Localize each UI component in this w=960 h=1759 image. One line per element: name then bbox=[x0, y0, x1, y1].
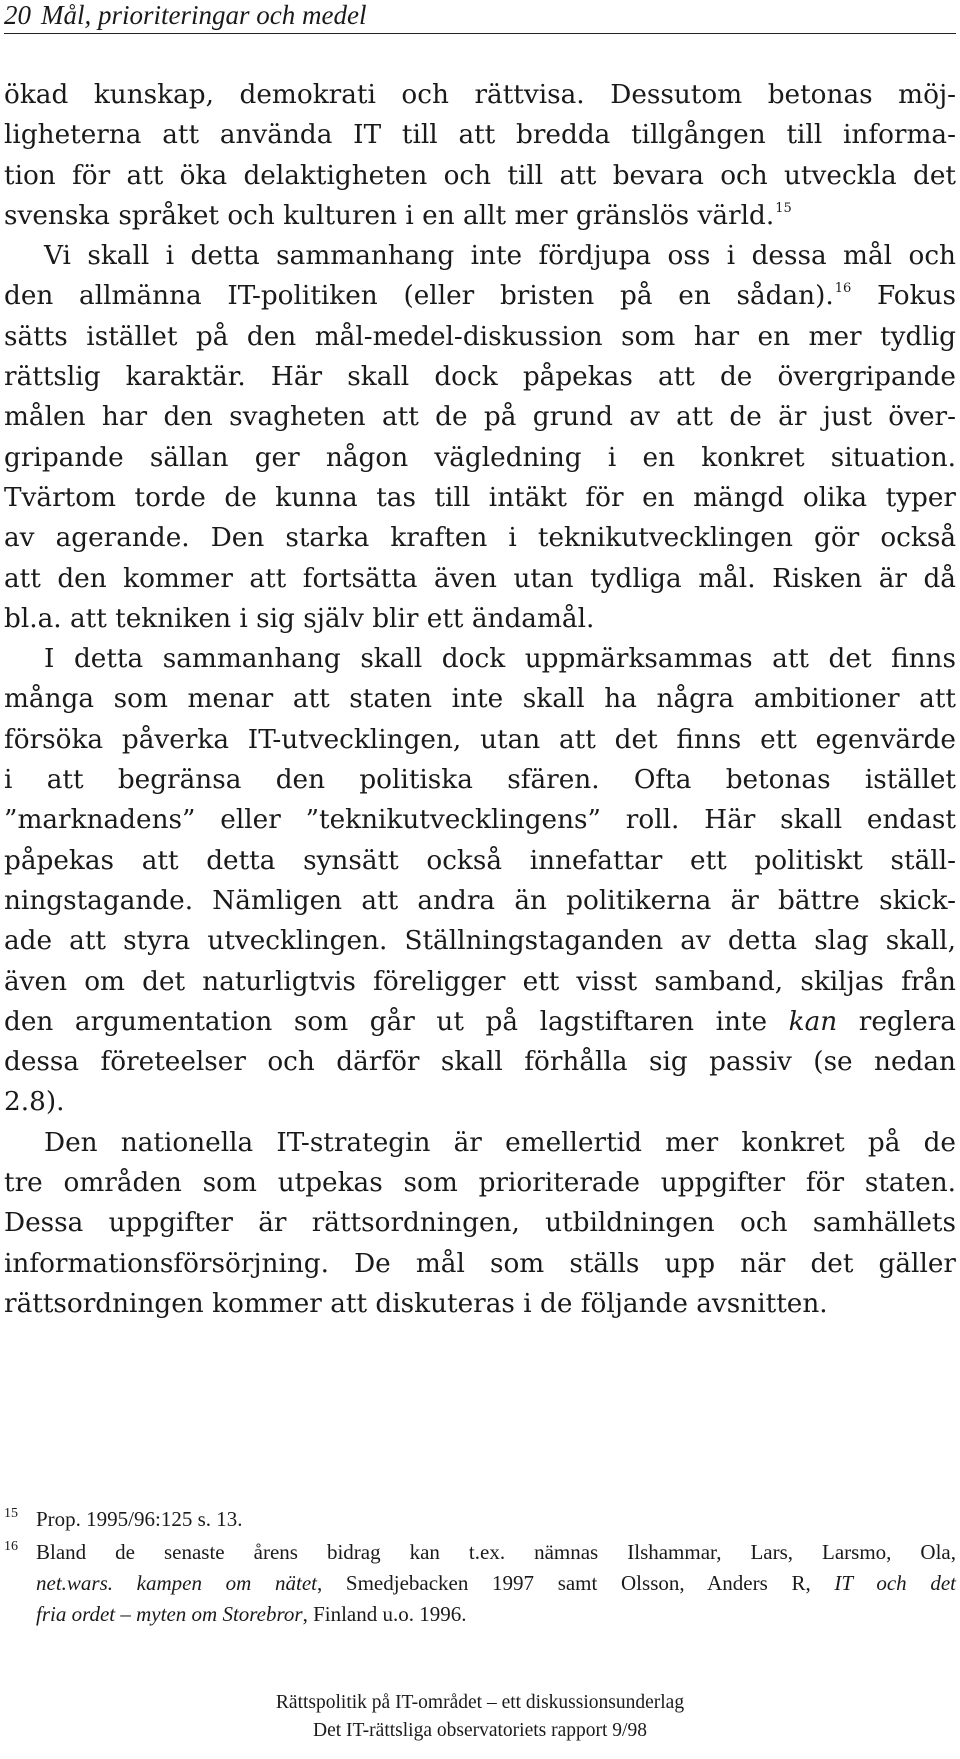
footnote-title: fria ordet – myten om Storebror bbox=[36, 1602, 303, 1626]
text-line: ade att styra utvecklingen. Ställningstaganden av detta slag skall, bbox=[4, 926, 956, 957]
text-line: dessa företeelser och därför skall förhålla sig passiv (se nedan bbox=[4, 1047, 956, 1078]
footnote-16 bbox=[4, 1537, 956, 1630]
text-line: att den kommer att fortsätta även utan tydliga mål. Risken är då bbox=[4, 563, 956, 594]
text-line: sätts istället på den mål-medel-diskussion som har en mer tydlig bbox=[4, 321, 956, 352]
text-line bbox=[4, 1123, 956, 1163]
running-head bbox=[4, 0, 956, 34]
footnote-text: Bland de senaste årens bidrag kan t.ex. nämnas Ilshammar, Lars, Larsmo, Ola, bbox=[36, 1540, 956, 1564]
footnote-number: 15 bbox=[4, 1506, 18, 1521]
footnote-number: 16 bbox=[4, 1539, 18, 1554]
footnote-text: Prop. 1995/96:125 s. 13. bbox=[36, 1507, 243, 1531]
text-run: svenska språket och kulturen i en allt mer gränslös värld. bbox=[4, 200, 775, 231]
footnote-15 bbox=[4, 1504, 956, 1535]
text-run: , Finland u.o. 1996. bbox=[302, 1602, 467, 1626]
text-line: försöka påverka IT-utvecklingen, utan att det finns ett egenvärde bbox=[4, 724, 956, 755]
text-line: tion för att öka delaktigheten och till att bevara och utveckla det bbox=[4, 160, 956, 191]
text-line: rättslig karaktär. Här skall dock påpekas att de övergripande bbox=[4, 362, 956, 393]
text-line: påpekas att detta synsätt också innefattar ett politiskt ställ- bbox=[4, 845, 956, 876]
text-run: Den nationella IT-strategin är emellertid mer konkret på de bbox=[44, 1127, 956, 1158]
paragraph-4 bbox=[4, 1123, 956, 1324]
footer-line-1: Rättspolitik på IT-området – ett diskussionsunderlag bbox=[275, 1692, 685, 1713]
text-line: Dessa uppgifter är rättsordningen, utbildningen och samhällets bbox=[4, 1208, 956, 1239]
footer-line-2: Det IT-rättsliga observatoriets rapport 9/98 bbox=[313, 1720, 647, 1741]
footnote-text bbox=[36, 1599, 956, 1630]
footnote-ref-15[interactable]: 15 bbox=[775, 200, 792, 216]
text-line: rättsordningen kommer att diskuteras i de följande avsnitten. bbox=[4, 1288, 828, 1319]
emphasis-kan: kan bbox=[788, 1006, 838, 1037]
text-run: , Smedjebacken 1997 samt Olsson, Anders R, bbox=[316, 1571, 835, 1595]
text-run: den argumentation som går ut på lagstiftaren inte bbox=[4, 1006, 789, 1037]
footnote-title: IT och det bbox=[834, 1571, 956, 1595]
text-line: bl.a. att tekniken i sig själv blir ett ändamål. bbox=[4, 603, 595, 634]
text-line: många som menar att staten inte skall ha några ambitioner att bbox=[4, 684, 956, 715]
text-line: ligheterna att använda IT till att bredda tillgången till informa- bbox=[4, 120, 956, 151]
text-line: även om det naturligtvis föreligger ett visst samband, skiljas från bbox=[4, 966, 956, 997]
text-line: ökad kunskap, demokrati och rättvisa. Dessutom betonas möj- bbox=[4, 80, 956, 110]
text-line: målen har den svagheten att de på grund av att de är just över- bbox=[4, 402, 956, 433]
text-run: den allmänna IT-politiken (eller bristen på en sådan). bbox=[4, 281, 834, 312]
text-line bbox=[4, 639, 956, 679]
text-run: Fokus bbox=[851, 281, 957, 312]
page-number: 20 bbox=[4, 0, 31, 30]
text-line: ningstagande. Nämligen att andra än politikerna är bättre skick- bbox=[4, 885, 956, 916]
text-line bbox=[4, 236, 956, 276]
text-line: Tvärtom torde de kunna tas till intäkt för en mängd olika typer bbox=[4, 482, 956, 513]
footnote-ref-16[interactable]: 16 bbox=[834, 281, 852, 297]
paragraph-2 bbox=[4, 236, 956, 639]
text-run: I detta sammanhang skall dock uppmärksammas att det finns bbox=[44, 644, 956, 675]
paragraph-3 bbox=[4, 639, 956, 1123]
text-line bbox=[4, 1002, 956, 1042]
page-footer bbox=[0, 1689, 960, 1745]
text-line: 2.8). bbox=[4, 1087, 65, 1118]
text-run: Vi skall i detta sammanhang inte fördjupa oss i dessa mål och bbox=[44, 241, 956, 272]
paragraph-1 bbox=[4, 75, 956, 236]
body-text bbox=[4, 75, 956, 1324]
text-line: ”marknadens” eller ”teknikutvecklingens” roll. Här skall endast bbox=[4, 805, 956, 836]
footnotes bbox=[4, 1504, 956, 1630]
text-line: tre områden som utpekas som prioriterade uppgifter för staten. bbox=[4, 1168, 956, 1199]
text-line bbox=[4, 276, 956, 316]
text-line: av agerande. Den starka kraften i teknikutvecklingen gör också bbox=[4, 523, 956, 554]
text-line: gripande sällan ger någon vägledning i en konkret situation. bbox=[4, 442, 956, 473]
chapter-title: Mål, prioriteringar och medel bbox=[41, 0, 367, 30]
footnote-title: net.wars. kampen om nätet bbox=[36, 1571, 317, 1595]
text-line: informationsförsörjning. De mål som ställs upp när det gäller bbox=[4, 1248, 956, 1279]
text-line bbox=[4, 196, 956, 236]
text-run: reglera bbox=[837, 1006, 956, 1037]
footnote-text bbox=[36, 1568, 956, 1599]
text-line: i att begränsa den politiska sfären. Ofta betonas istället bbox=[4, 765, 956, 796]
